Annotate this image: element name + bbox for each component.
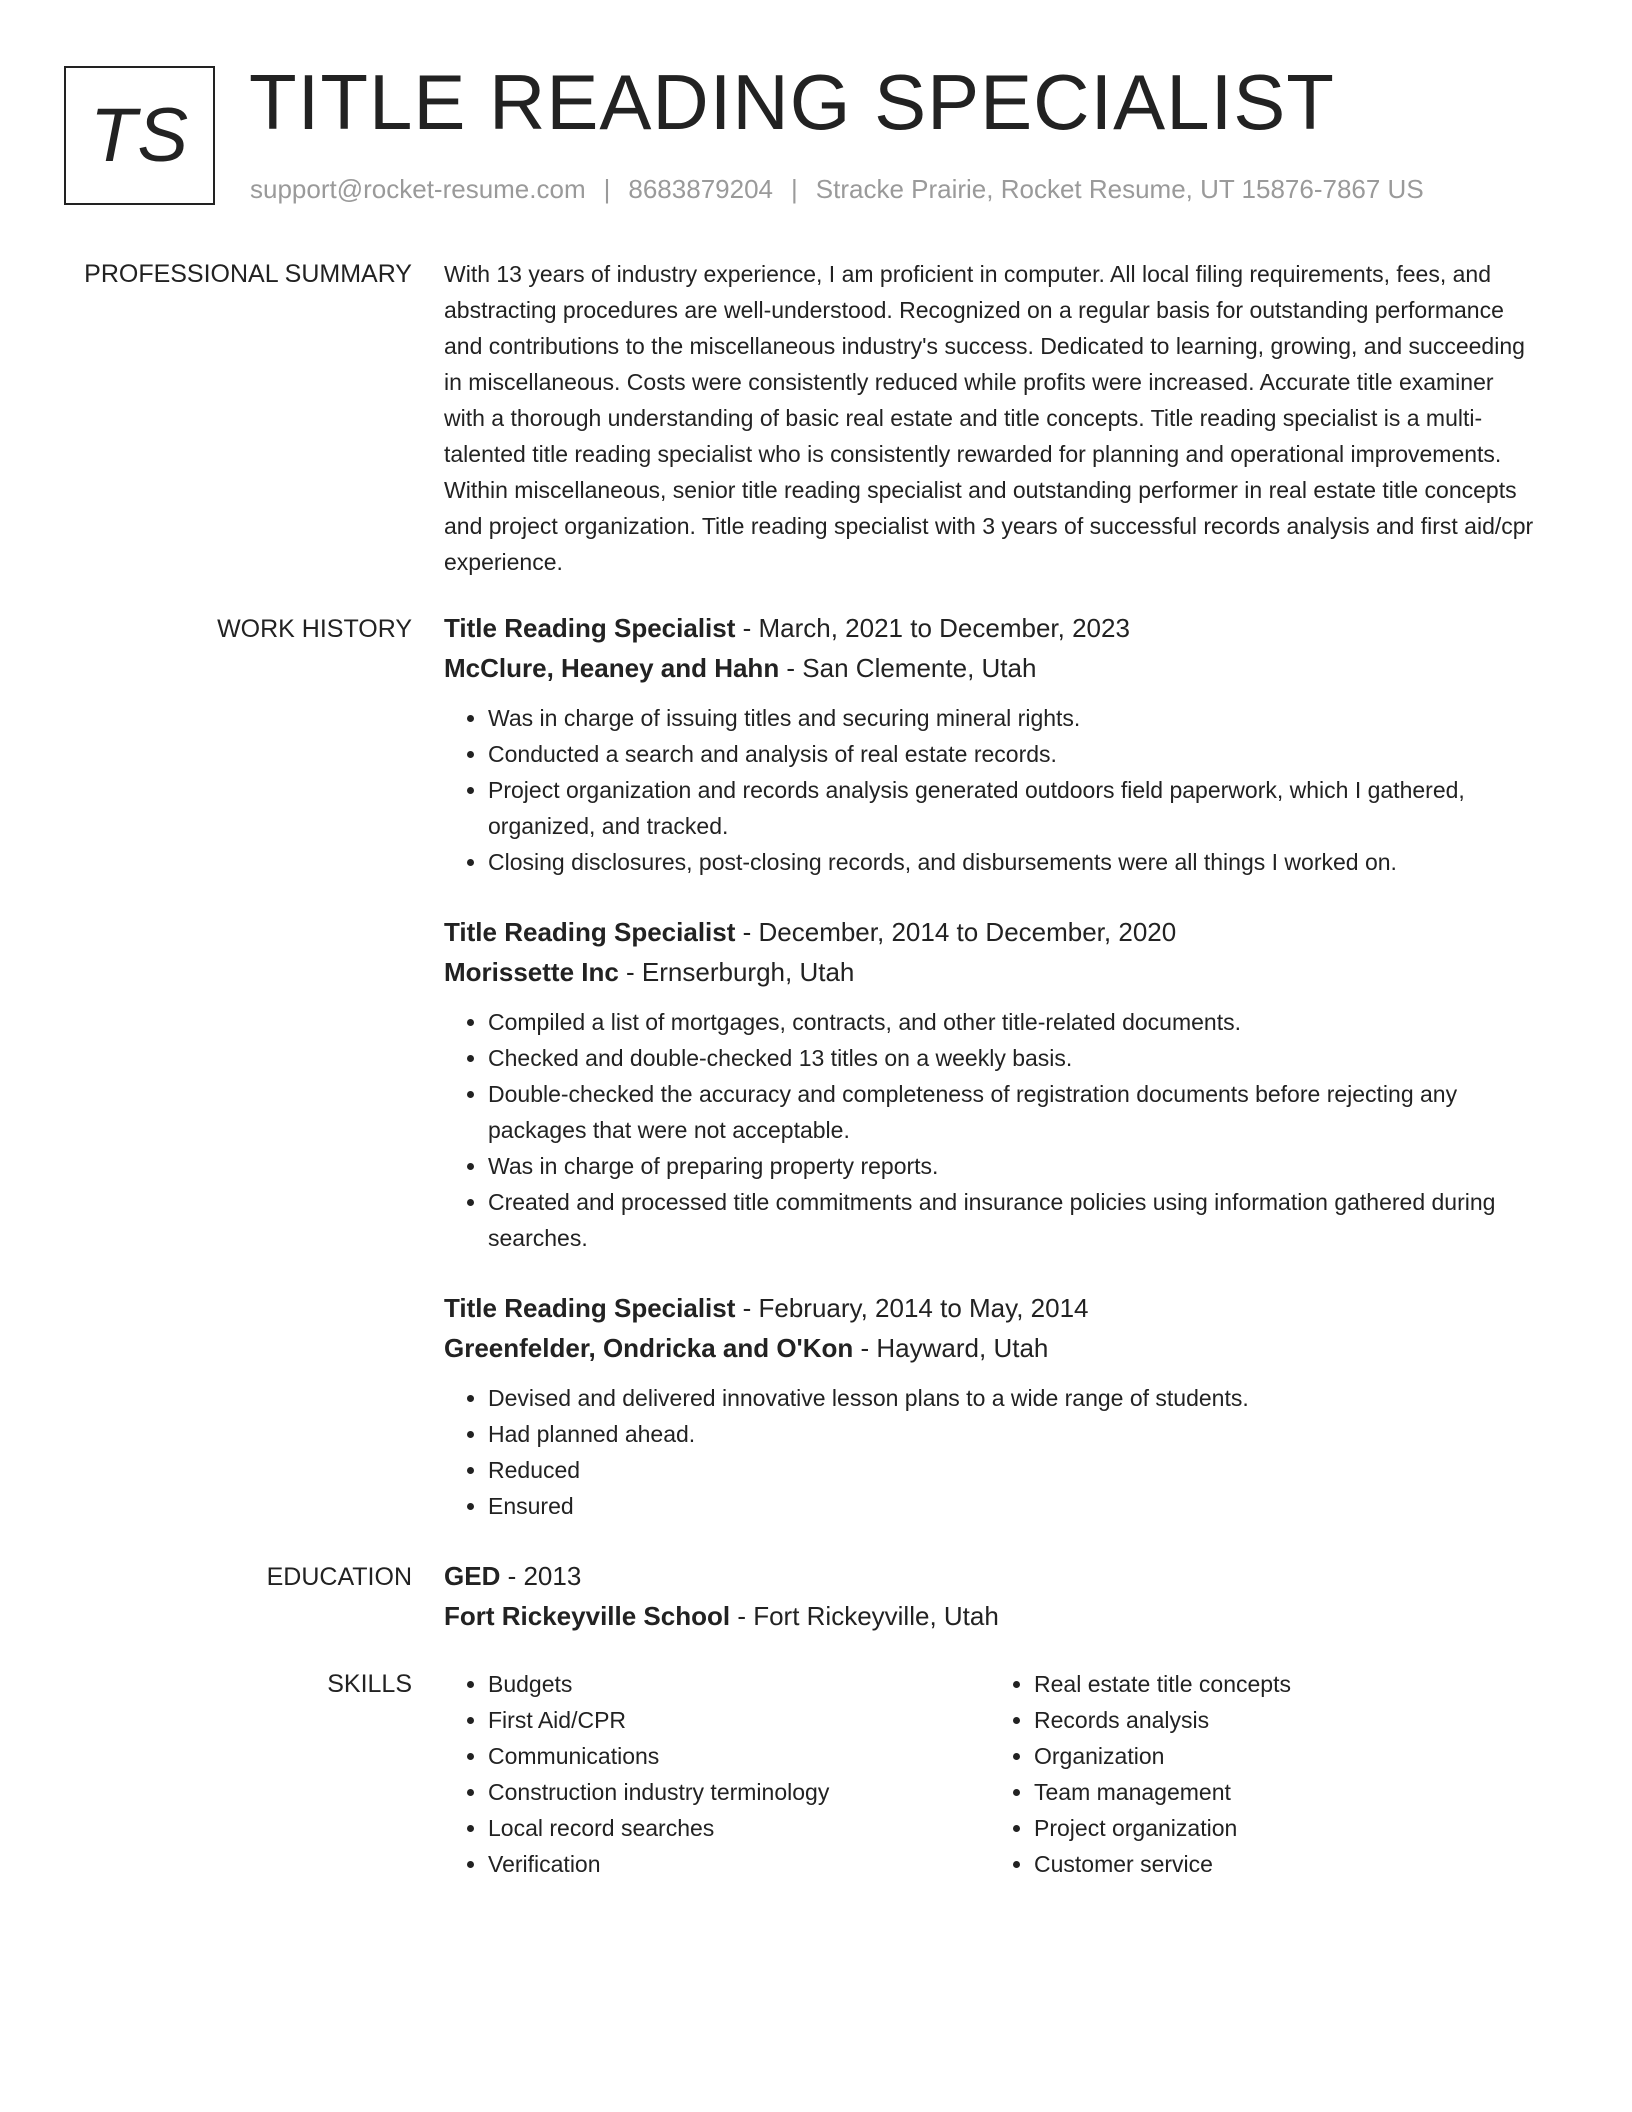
section-label-work-history: WORK HISTORY xyxy=(217,615,412,643)
job-entry xyxy=(444,1288,1540,1524)
contact-email: support@rocket-resume.com xyxy=(250,174,586,204)
job-bullets xyxy=(444,1380,1540,1524)
candidate-name: TITLE READING SPECIALIST xyxy=(249,58,1335,146)
skill-item: • Organization xyxy=(1034,1738,1536,1774)
skill-item: • Construction industry terminology xyxy=(488,1774,990,1810)
contact-line xyxy=(250,172,1424,206)
education-year: - 2013 xyxy=(500,1561,582,1591)
job-bullet: • Was in charge of issuing titles and securing mineral rights. xyxy=(488,700,1540,736)
job-title: Title Reading Specialist xyxy=(444,917,736,947)
skills-column-left xyxy=(444,1666,990,1882)
contact-address: Stracke Prairie, Rocket Resume, UT 15876-7867 US xyxy=(815,174,1424,204)
job-title-line xyxy=(444,1288,1540,1328)
summary-text: With 13 years of industry experience, I am proficient in computer. All local filing requirements, fees, and abstracting procedures are well-understood. Recognized on a regular basis for outstanding performance and contributions to the miscellaneous industry's success. Dedicated to learning, growing, and succeeding in miscellaneous. Costs were consistently reduced while profits were increased. Accurate title examiner with a thorough understanding of basic real estate and title concepts. Title reading specialist is a multi-talented title reading specialist who is consistently rewarded for planning and operational improvements. Within miscellaneous, senior title reading specialist and outstanding performer in real estate title concepts and project organization. Title reading specialist with 3 years of successful records analysis and first aid/cpr experience. xyxy=(444,261,1534,575)
job-company: Greenfelder, Ondricka and O'Kon xyxy=(444,1333,854,1363)
education-school: Fort Rickeyville School xyxy=(444,1601,731,1631)
skill-item: • Budgets xyxy=(488,1666,990,1702)
education-school-line xyxy=(444,1596,1540,1636)
education-degree: GED xyxy=(444,1561,501,1591)
skill-item: • Communications xyxy=(488,1738,990,1774)
skills-section xyxy=(444,1666,1540,1882)
job-bullet: • Had planned ahead. xyxy=(488,1416,1540,1452)
job-bullet: • Conducted a search and analysis of real estate records. xyxy=(488,736,1540,772)
job-location: - Hayward, Utah xyxy=(853,1333,1049,1363)
job-entry xyxy=(444,912,1540,1256)
job-bullet: • Ensured xyxy=(488,1488,1540,1524)
skill-item: • Local record searches xyxy=(488,1810,990,1846)
job-bullet: • Checked and double-checked 13 titles on a weekly basis. xyxy=(488,1040,1540,1076)
job-dates: - March, 2021 to December, 2023 xyxy=(735,613,1130,643)
contact-phone: 8683879204 xyxy=(628,174,773,204)
contact-separator: | xyxy=(603,174,611,204)
job-company-line xyxy=(444,648,1540,688)
skill-item: • Project organization xyxy=(1034,1810,1536,1846)
skill-item: • Real estate title concepts xyxy=(1034,1666,1536,1702)
job-entry xyxy=(444,608,1540,880)
work-history-section xyxy=(444,608,1540,1556)
skill-item: • Verification xyxy=(488,1846,990,1882)
job-bullet: • Was in charge of preparing property reports. xyxy=(488,1148,1540,1184)
section-label-education: EDUCATION xyxy=(266,1563,412,1591)
education-degree-line xyxy=(444,1556,1540,1596)
job-title-line xyxy=(444,608,1540,648)
job-location: - Ernserburgh, Utah xyxy=(618,957,855,987)
job-dates: - December, 2014 to December, 2020 xyxy=(735,917,1177,947)
job-bullet: • Reduced xyxy=(488,1452,1540,1488)
job-location: - San Clemente, Utah xyxy=(779,653,1037,683)
job-bullet: • Created and processed title commitments and insurance policies using information gathered during searches. xyxy=(488,1184,1540,1256)
skill-item: • Customer service xyxy=(1034,1846,1536,1882)
job-title: Title Reading Specialist xyxy=(444,1293,736,1323)
job-bullets xyxy=(444,1004,1540,1256)
skills-columns xyxy=(444,1666,1540,1882)
job-bullets xyxy=(444,700,1540,880)
education-location: - Fort Rickeyville, Utah xyxy=(730,1601,999,1631)
summary-section xyxy=(444,256,1540,580)
contact-separator: | xyxy=(791,174,798,204)
section-label-summary: PROFESSIONAL SUMMARY xyxy=(84,260,412,288)
job-bullet: • Double-checked the accuracy and completeness of registration documents before rejecting any packages that were not acceptable. xyxy=(488,1076,1540,1148)
section-label-skills: SKILLS xyxy=(327,1670,412,1698)
job-company-line xyxy=(444,952,1540,992)
skill-item: • Team management xyxy=(1034,1774,1536,1810)
skill-item: • First Aid/CPR xyxy=(488,1702,990,1738)
job-bullet: • Project organization and records analysis generated outdoors field paperwork, which I gathered, organized, and tracked. xyxy=(488,772,1540,844)
job-dates: - February, 2014 to May, 2014 xyxy=(735,1293,1089,1323)
job-bullet: • Devised and delivered innovative lesson plans to a wide range of students. xyxy=(488,1380,1540,1416)
job-title-line xyxy=(444,912,1540,952)
skill-item: • Records analysis xyxy=(1034,1702,1536,1738)
job-company: Morissette Inc xyxy=(444,957,619,987)
job-bullet: • Compiled a list of mortgages, contracts, and other title-related documents. xyxy=(488,1004,1540,1040)
job-title: Title Reading Specialist xyxy=(444,613,736,643)
job-bullet: • Closing disclosures, post-closing records, and disbursements were all things I worked on. xyxy=(488,844,1540,880)
job-company: McClure, Heaney and Hahn xyxy=(444,653,780,683)
skills-column-right xyxy=(990,1666,1536,1882)
monogram-logo: TS xyxy=(64,66,215,205)
education-section xyxy=(444,1556,1540,1636)
job-company-line xyxy=(444,1328,1540,1368)
